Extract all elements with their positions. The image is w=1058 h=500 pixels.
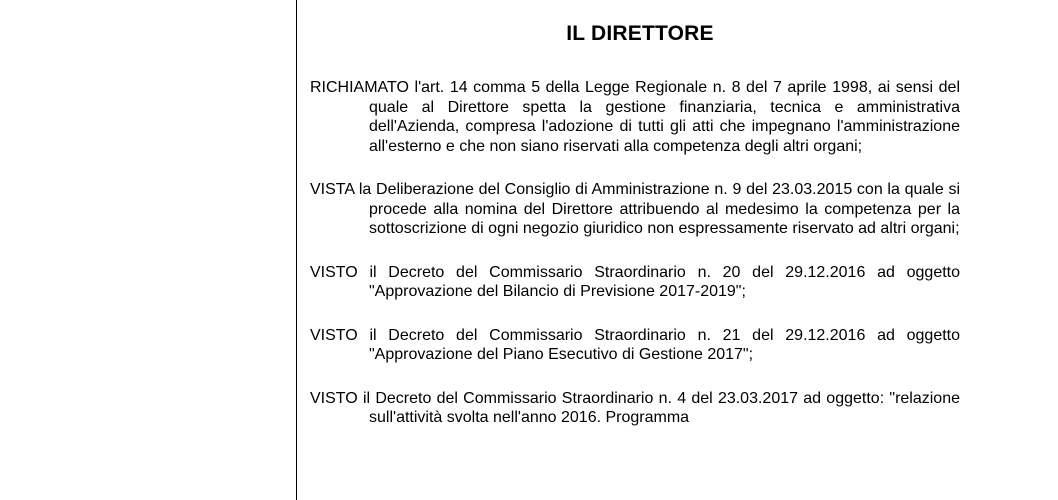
paragraph-visto-bilancio [310, 263, 960, 302]
paragraph-text: l'art. 14 comma 5 della Legge Regionale n. 8 del 7 aprile 1998, ai sensi del quale al Direttore spetta la gestione finanziaria, tecnica e amministrativa dell'Azienda, compresa l'adozione di tutti gli atti che impegnano l'amministrazione all'esterno e che non siano riservati alla competenza degli altri organi; [369, 79, 960, 155]
paragraph-keyword: VISTO [310, 389, 358, 407]
paragraph-text: il Decreto del Commissario Straordinario n. 4 del 23.03.2017 ad oggetto: "relazione sull'attività svolta nell'anno 2016. Programma [357, 389, 960, 426]
document-title: IL DIRETTORE [566, 22, 714, 45]
margin-rule [296, 0, 297, 500]
paragraph-visto-relazione [310, 389, 960, 428]
paragraph-vista [310, 180, 960, 239]
paragraph-keyword: RICHIAMATO [310, 79, 409, 96]
paragraph-richiamato [310, 78, 960, 156]
paragraph-text: il Decreto del Commissario Straordinario n. 20 del 29.12.2016 ad oggetto "Approvazione del Bilancio di Previsione 2017-2019"; [357, 263, 960, 300]
paragraph-text: la Deliberazione del Consiglio di Amministrazione n. 9 del 23.03.2015 con la quale si procede alla nomina del Direttore attribuendo al medesimo la competenza per la sottoscrizione di ogni negozio giuridico non espressamente riservato ad altri organi; [354, 181, 960, 237]
paragraph-keyword: VISTA [310, 181, 355, 198]
paragraph-keyword: VISTO [310, 326, 358, 344]
paragraph-text: il Decreto del Commissario Straordinario n. 21 del 29.12.2016 ad oggetto "Approvazione del Piano Esecutivo di Gestione 2017"; [357, 326, 960, 363]
paragraph-visto-peg [310, 326, 960, 365]
paragraph-keyword: VISTO [310, 263, 358, 281]
document-body [310, 78, 960, 452]
